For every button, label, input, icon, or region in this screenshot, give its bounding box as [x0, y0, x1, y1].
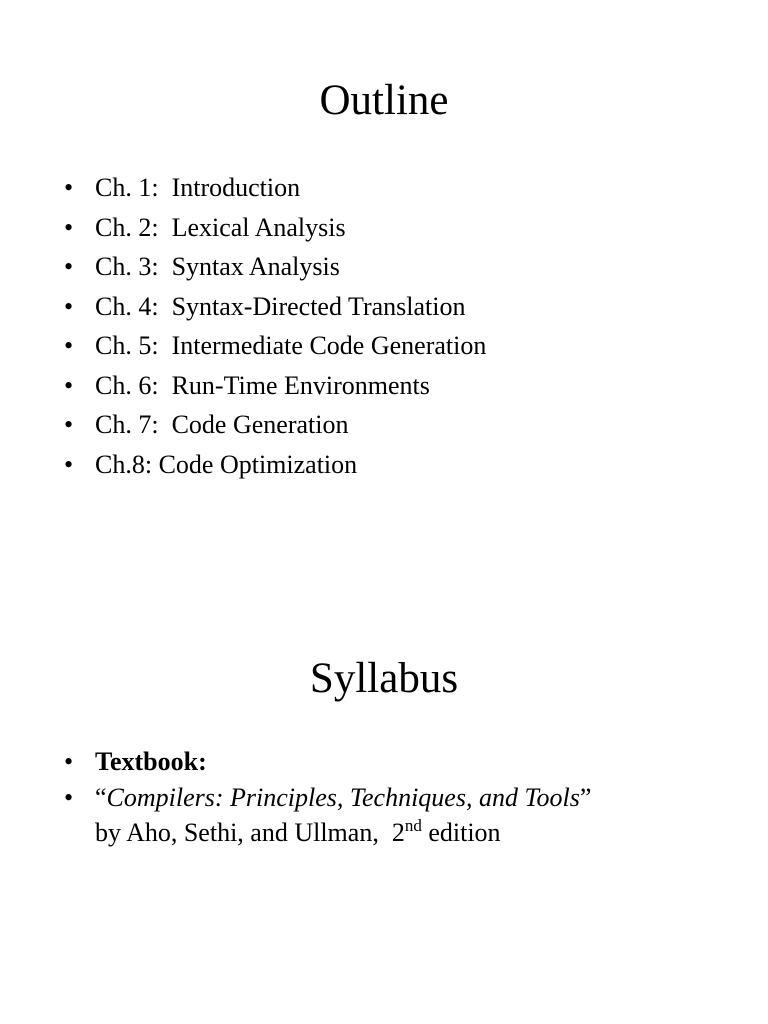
chapter-topic: Code Generation	[171, 410, 349, 439]
book-title: Compilers: Principles, Techniques, and Tools	[106, 783, 580, 812]
chapter-topic: Syntax Analysis	[171, 252, 340, 281]
outline-item-7	[0, 405, 486, 445]
textbook-label-item	[0, 744, 591, 779]
bullet-icon: •	[64, 212, 74, 242]
outline-item-1	[0, 168, 486, 208]
syllabus-slide	[0, 620, 768, 1024]
bullet-icon: •	[64, 410, 74, 439]
chapter-number: Ch. 7:	[95, 410, 159, 439]
bullet-icon: •	[64, 173, 74, 202]
syllabus-list	[0, 744, 591, 851]
outline-list	[0, 168, 486, 484]
outline-item-5	[0, 326, 486, 366]
chapter-number: Ch. 4:	[95, 291, 159, 321]
outline-title: Outline	[319, 77, 449, 124]
chapter-number: Ch. 6:	[95, 370, 159, 400]
chapter-topic: Code Optimization	[158, 449, 358, 479]
book-authors: by Aho, Sethi, and Ullman,	[95, 818, 379, 847]
open-quote: “	[95, 783, 107, 812]
bullet-icon: •	[64, 783, 74, 812]
bullet-icon: •	[64, 291, 74, 321]
chapter-number: Ch. 5:	[95, 331, 159, 360]
close-quote: ”	[579, 783, 592, 812]
outline-item-8	[0, 445, 486, 485]
chapter-topic: Lexical Analysis	[171, 212, 346, 242]
bullet-icon: •	[64, 747, 74, 776]
chapter-number: Ch. 2:	[95, 212, 159, 242]
chapter-topic: Intermediate Code Generation	[171, 331, 487, 360]
bullet-icon: •	[64, 370, 74, 400]
textbook-item	[0, 780, 591, 850]
edition-suffix: nd	[404, 816, 422, 835]
bullet-icon: •	[64, 252, 74, 281]
outline-item-4	[0, 287, 486, 327]
chapter-number: Ch. 3:	[95, 252, 159, 281]
bullet-icon: •	[64, 449, 74, 479]
outline-item-3	[0, 247, 486, 287]
chapter-topic: Run-Time Environments	[171, 370, 430, 400]
bullet-icon: •	[64, 331, 74, 360]
outline-item-6	[0, 366, 486, 406]
outline-item-2	[0, 208, 486, 248]
chapter-topic: Introduction	[171, 173, 301, 202]
chapter-topic: Syntax-Directed Translation	[171, 291, 466, 321]
textbook-label: Textbook:	[95, 747, 207, 776]
chapter-number: Ch. 1:	[95, 173, 159, 202]
chapter-number: Ch.8:	[95, 449, 153, 479]
edition-number: 2	[391, 818, 405, 847]
syllabus-title: Syllabus	[309, 655, 459, 702]
edition-word: edition	[428, 818, 501, 847]
